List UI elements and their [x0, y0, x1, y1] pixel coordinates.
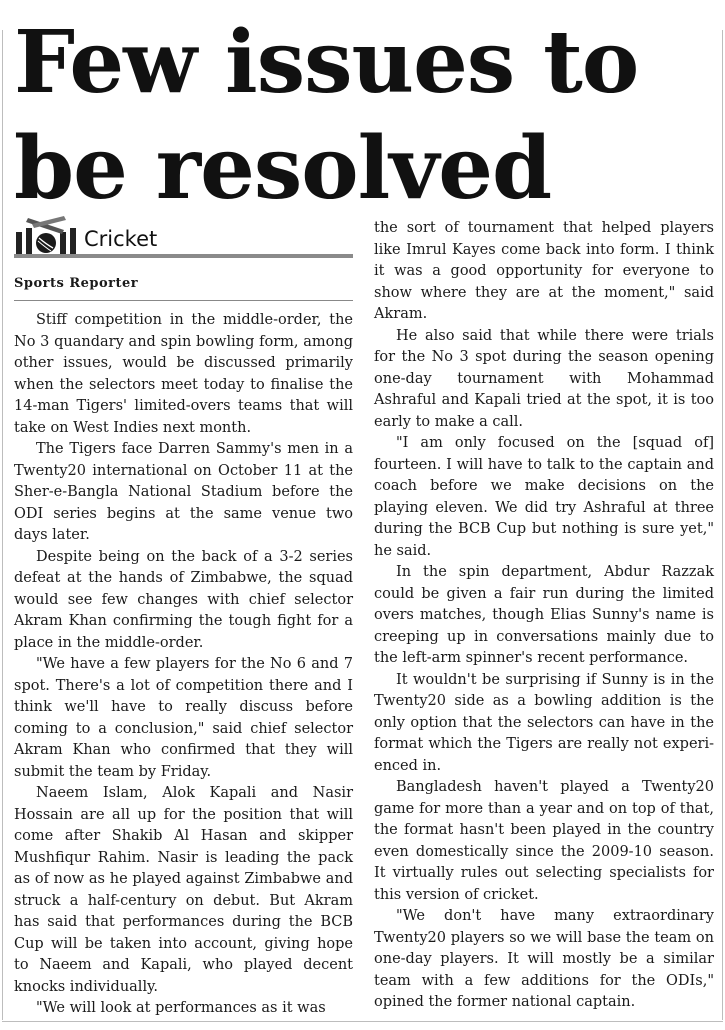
paragraph: "I am only focused on the [squad of] fourteen. I will have to talk to the captain and coach before we make decisions on the playing eleven. We did try Ashraful at three during the BCB Cup but nothing is sure yet," he said. [374, 435, 714, 559]
paragraph: Despite being on the back of a 3-2 series defeat at the hands of Zimbabwe, the squad would see few changes with chief selector Akram Khan confirming the tough fight for a place in the middle-order. [14, 548, 353, 651]
column-left [14, 214, 353, 1020]
section-kicker [14, 214, 353, 254]
page-border-bottom [2, 1021, 723, 1022]
paragraph: "We don't have many extraordinary Twenty20 players so we will base the team on one-day players. It will mostly be a similar team with a few additions for the ODIs," opined the former national captain. [374, 908, 714, 1010]
page-border-right [722, 30, 723, 1020]
article-body-left [14, 310, 353, 1020]
paragraph: Bangladesh haven't played a Twenty20 game for more than a year and on top of that, the format hasn't been played in the country even domestically since the 2009-10 season. It virtually rules out selecting specialists for this version of cricket. [374, 779, 714, 903]
section-label: Cricket [84, 227, 158, 251]
paragraph: "We will look at performances as it was [36, 1000, 326, 1016]
paragraph: It wouldn't be surprising if Sunny is in the Twenty20 side as a bowling addition is the only option that the selectors can have in the format which the Tigers are really not experi-enced in. [374, 671, 714, 774]
cricket-icon [14, 214, 78, 254]
headline [14, 10, 714, 222]
paragraph: In the spin department, Abdur Razzak could be given a fair run during the limited overs matches, though Elias Sunny's name is creeping up in conversations mainly due to the left-arm spinner's recent performance. [374, 564, 714, 666]
byline: Sports Reporter [14, 276, 353, 301]
column-right [374, 218, 714, 1014]
section-divider [14, 254, 353, 258]
paragraph: The Tigers face Darren Sammy's men in a Twenty20 international on October 11 at the Sher-e-Bangla National Stadium before the ODI series begins at the same venue two days later. [14, 441, 353, 543]
paragraph: Naeem Islam, Alok Kapali and Nasir Hossain are all up for the position that will come after Shakib Al Hasan and skipper Mushfiqur Rahim. Nasir is leading the pack as of now as he played against Zimbabwe and struck a half-century on debut. But Akram has said that performances during the BCB Cup will be taken into account, giving hope to Naeem and Kapali, who played decent knocks individually. [14, 785, 353, 995]
page-border-left [2, 30, 3, 1020]
paragraph: Stiff competition in the middle-order, the No 3 quandary and spin bowling form, among other issues, would be discussed primarily when the selectors meet today to finalise the 14-man Tigers' limited-overs teams that will take on West Indies next month. [14, 312, 353, 436]
headline-line-2: be resolved [14, 118, 552, 219]
headline-line-1: Few issues to [14, 12, 639, 113]
paragraph: the sort of tournament that helped players like Imrul Kayes come back into form. I think it was a good opportunity for everyone to show where they are at the moment," said Akram. [374, 220, 714, 322]
article-body-right [374, 218, 714, 1014]
paragraph: "We have a few players for the No 6 and 7 spot. There's a lot of competition there and I think we'll have to really discuss before coming to a conclusion," said chief selector Akram Khan who confirmed that they will submit the team by Friday. [14, 656, 353, 780]
paragraph: He also said that while there were trials for the No 3 spot during the season opening one-day tournament with Mohammad Ashraful and Kapali tried at the spot, it is too early to make a call. [374, 327, 714, 430]
